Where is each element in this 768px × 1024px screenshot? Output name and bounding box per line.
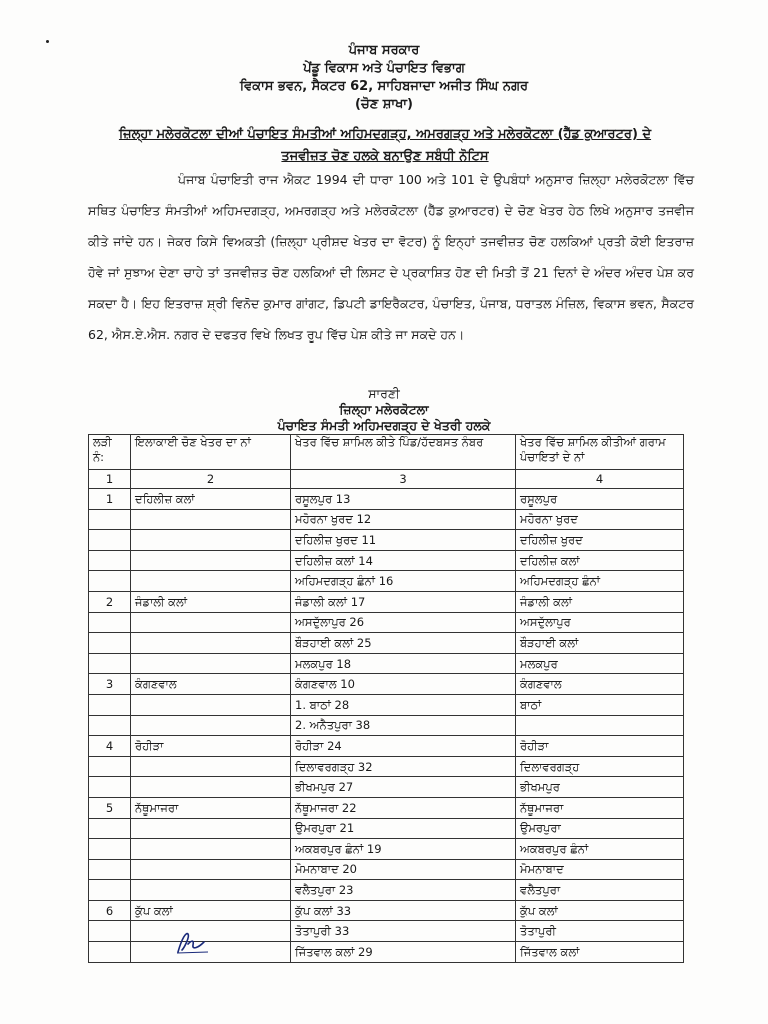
cell-serial [89,653,131,674]
table-row [89,715,684,736]
cell-serial [89,859,131,880]
table-row [89,571,684,592]
cell-constituency [131,530,291,551]
table-row [89,489,684,510]
col-header-panchayats: ਖੇਤਰ ਵਿੱਚ ਸ਼ਾਮਿਲ ਕੀਤੀਆਂ ਗਰਾਮ ਪੰਚਾਇਤਾਂ ਦੇ ਨਾਂ [516,435,684,470]
col-number: 1 [89,470,131,489]
cell-village: 1. ਬਾਠਾਂ 28 [291,694,516,715]
cell-serial [89,694,131,715]
cell-serial: 2 [89,591,131,612]
table-row [89,859,684,880]
header-government: ਪੰਜਾਬ ਸਰਕਾਰ [348,43,420,58]
table-row [89,900,684,921]
table-row [89,880,684,901]
cell-serial [89,509,131,530]
cell-village: ਮਲਕਪੁਰ 18 [291,653,516,674]
cell-serial [89,777,131,798]
header-branch: (ਚੋਣ ਸ਼ਾਖਾ) [355,97,413,112]
col-header-villages: ਖੇਤਰ ਵਿੱਚ ਸ਼ਾਮਿਲ ਕੀਤੇ ਪਿੰਡ/ਹੱਦਬਸਤ ਨੰਬਰ [291,435,516,470]
cell-constituency [131,880,291,901]
cell-serial: 1 [89,489,131,510]
table-row [89,653,684,674]
table-row [89,736,684,757]
table-row [89,633,684,654]
cell-serial [89,550,131,571]
cell-panchayat: ਵਲੈਤਪੁਰਾ [516,880,684,901]
cell-village: ਤੋਤਾਪੁਰੀ 33 [291,921,516,942]
cell-constituency [131,756,291,777]
cell-constituency [131,612,291,633]
cell-panchayat: ਕੰਗਣਵਾਲ [516,674,684,695]
cell-serial: 4 [89,736,131,757]
cell-village: ਅਹਿਮਦਗੜ੍ਹ ਛੰਨਾਂ 16 [291,571,516,592]
cell-village: ਦਿਲਾਵਰਗੜ੍ਹ 32 [291,756,516,777]
cell-serial [89,818,131,839]
cell-constituency: ਦਹਿਲੀਜ਼ ਕਲਾਂ [131,489,291,510]
cell-serial: 6 [89,900,131,921]
cell-village: ਉਮਰਪੁਰਾ 21 [291,818,516,839]
notice-body: ਪੰਜਾਬ ਪੰਚਾਇਤੀ ਰਾਜ ਐਕਟ 1994 ਦੀ ਧਾਰਾ 100 ਅਤੇ 101 ਦੇ ਉਪਬੰਧਾਂ ਅਨੁਸਾਰ ਜ਼ਿਲ੍ਹਾ ਮਲੇਰਕੋਟਲਾ ਵਿੱਚ ਸਥਿਤ ਪੰਚਾਇਤ ਸੰਮਤੀਆਂ ਅਹਿਮਦਗੜ੍ਹ, ਅਮਰਗੜ੍ਹ ਅਤੇ ਮਲੇਰਕੋਟਲਾ (ਹੈੱਡ ਕੁਆਰਟਰ) ਦੇ ਚੋਣ ਖੇਤਰ ਹੇਠ ਲਿਖੇ ਅਨੁਸਾਰ ਤਜਵੀਜ ਕੀਤੇ ਜਾਂਦੇ ਹਨ। ਜੇਕਰ ਕਿਸੇ ਵਿਅਕਤੀ (ਜ਼ਿਲ੍ਹਾ ਪ੍ਰੀਸ਼ਦ ਖੇਤਰ ਦਾ ਵੋਟਰ) ਨੂੰ ਇਨ੍ਹਾਂ ਤਜਵੀਜ਼ਤ ਚੋਣ ਹਲਕਿਆਂ ਪ੍ਰਤੀ ਕੋਈ ਇਤਰਾਜ਼ ਹੋਵੇ ਜਾਂ ਸੁਝਾਅ ਦੇਣਾ ਚਾਹੇ ਤਾਂ ਤਜਵੀਜ਼ਤ ਚੋਣ ਹਲਕਿਆਂ ਦੀ ਲਿਸਟ ਦੇ ਪ੍ਰਕਾਸ਼ਿਤ ਹੋਣ ਦੀ ਮਿਤੀ ਤੋਂ 21 ਦਿਨਾਂ ਦੇ ਅੰਦਰ ਅੰਦਰ ਪੇਸ਼ ਕਰ ਸਕਦਾ ਹੈ। ਇਹ ਇਤਰਾਜ਼ ਸ਼੍ਰੀ ਵਿਨੋਦ ਕੁਮਾਰ ਗਾਂਗਟ, ਡਿਪਟੀ ਡਾਇਰੈਕਟਰ, ਪੰਚਾਇਤ, ਪੰਜਾਬ, ਧਰਾਤਲ ਮੰਜ਼ਿਲ, ਵਿਕਾਸ ਭਵਨ, ਸੈਕਟਰ 62, ਐਸ.ਏ.ਐਸ. ਨਗਰ ਦੇ ਦਫਤਰ ਵਿਖੇ ਲਿਖਤ ਰੂਪ ਵਿੱਚ ਪੇਸ਼ ਕੀਤੇ ਜਾ ਸਕਦੇ ਹਨ। [88,172,694,342]
table-row [89,839,684,860]
cell-constituency: ਕੰਗਣਵਾਲ [131,674,291,695]
cell-constituency [131,818,291,839]
cell-constituency [131,715,291,736]
cell-constituency: ਰੋਹੀੜਾ [131,736,291,757]
cell-constituency [131,859,291,880]
cell-village: ਮੋਮਨਾਬਾਦ 20 [291,859,516,880]
cell-constituency [131,694,291,715]
table-caption-district: ਜ਼ਿਲ੍ਹਾ ਮਲੇਰਕੋਟਲਾ [339,402,429,417]
cell-village: ਅਕਬਰਪੁਰ ਛੰਨਾਂ 19 [291,839,516,860]
header-department: ਪੇਂਡੂ ਵਿਕਾਸ ਅਤੇ ਪੰਚਾਇਤ ਵਿਭਾਗ [303,61,465,76]
cell-panchayat: ਦਿਲਾਵਰਗੜ੍ਹ [516,756,684,777]
col-header-constituency: ਇਲਾਕਾਈ ਚੋਣ ਖੇਤਰ ਦਾ ਨਾਂ [131,435,291,470]
cell-panchayat: ਰਸੂਲਪੁਰ [516,489,684,510]
cell-village: ਦਹਿਲੀਜ਼ ਖੁਰਦ 11 [291,530,516,551]
cell-serial [89,880,131,901]
cell-serial [89,921,131,942]
cell-constituency [131,550,291,571]
cell-constituency: ਜੰਡਾਲੀ ਕਲਾਂ [131,591,291,612]
col-number: 4 [516,470,684,489]
table-row [89,550,684,571]
cell-panchayat: ਅਕਬਰਪੁਰ ਛੰਨਾਂ [516,839,684,860]
cell-panchayat: ਜਿੱਤਵਾਲ ਕਲਾਂ [516,942,684,963]
cell-constituency [131,571,291,592]
cell-village: ਰੋਹੀੜਾ 24 [291,736,516,757]
cell-panchayat: ਉਮਰਪੁਰਾ [516,818,684,839]
cell-constituency [131,633,291,654]
cell-village: ਕੰਗਣਵਾਲ 10 [291,674,516,695]
cell-panchayat: ਦਹਿਲੀਜ਼ ਕਲਾਂ [516,550,684,571]
signature [174,928,210,956]
table-row [89,509,684,530]
cell-serial [89,839,131,860]
table-row [89,530,684,551]
header-address: ਵਿਕਾਸ ਭਵਨ, ਸੈਕਟਰ 62, ਸਾਹਿਬਜਾਦਾ ਅਜੀਤ ਸਿੰਘ ਨਗਰ [239,79,529,94]
cell-panchayat: ਰੋਹੀੜਾ [516,736,684,757]
cell-village: ਵਲੈਤਪੁਰਾ 23 [291,880,516,901]
cell-panchayat: ਦਹਿਲੀਜ਼ ਖੁਰਦ [516,530,684,551]
cell-village: 2. ਅਨੈਤਪੁਰਾ 38 [291,715,516,736]
cell-village: ਜੰਡਾਲੀ ਕਲਾਂ 17 [291,591,516,612]
cell-village: ਅਸਦੁੱਲਾਪੁਰ 26 [291,612,516,633]
cell-constituency [131,509,291,530]
cell-serial: 5 [89,797,131,818]
cell-village: ਮਹੋਰਨਾ ਖੁਰਦ 12 [291,509,516,530]
cell-panchayat: ਬੌੜਹਾਈ ਕਲਾਂ [516,633,684,654]
cell-village: ਰਸੂਲਪੁਰ 13 [291,489,516,510]
table-row [89,694,684,715]
table-row [89,612,684,633]
cell-panchayat: ਮੋਮਨਾਬਾਦ [516,859,684,880]
cell-panchayat: ਮਲਕਪੁਰ [516,653,684,674]
cell-panchayat: ਅਹਿਮਦਗੜ੍ਹ ਛੰਨਾਂ [516,571,684,592]
cell-serial [89,633,131,654]
table-header-row [89,435,684,470]
col-number: 2 [131,470,291,489]
cell-panchayat: ਕੁੱਪ ਕਲਾਂ [516,900,684,921]
cell-panchayat: ਅਸਦੁੱਲਾਪੁਰ [516,612,684,633]
cell-constituency [131,653,291,674]
cell-village: ਕੁੱਪ ਕਲਾਂ 33 [291,900,516,921]
cell-constituency [131,921,291,942]
cell-serial [89,612,131,633]
cell-serial: 3 [89,674,131,695]
cell-serial [89,571,131,592]
col-number: 3 [291,470,516,489]
table-row [89,591,684,612]
cell-constituency: ਨੱਥੂਮਾਜਰਾ [131,797,291,818]
cell-panchayat: ਨੱਥੂਮਾਜਰਾ [516,797,684,818]
col-header-serial: ਲੜੀ ਨੰ: [89,435,131,470]
cell-constituency [131,777,291,798]
cell-panchayat [516,715,684,736]
table-row [89,777,684,798]
table-row [89,818,684,839]
cell-serial [89,715,131,736]
cell-panchayat: ਮਹੋਰਨਾ ਖੁਰਦ [516,509,684,530]
cell-panchayat: ਤੋਤਾਪੁਰੀ [516,921,684,942]
cell-constituency: ਕੁੱਪ ਕਲਾਂ [131,900,291,921]
cell-serial [89,530,131,551]
table-row [89,797,684,818]
table-caption-label: ਸਾਰਣੀ [368,386,400,401]
cell-panchayat: ਭੀਖਮਪੁਰ [516,777,684,798]
cell-constituency [131,942,291,963]
cell-constituency [131,839,291,860]
cell-village: ਭੀਖਮਪੁਰ 27 [291,777,516,798]
notice-title: ਜ਼ਿਲ੍ਹਾ ਮਲੇਰਕੋਟਲਾ ਦੀਆਂ ਪੰਚਾਇਤ ਸੰਮਤੀਆਂ ਅਹਿਮਦਗੜ੍ਹ, ਅਮਰਗੜ੍ਹ ਅਤੇ ਮਲੇਰਕੋਟਲਾ (ਹੈੱਡ ਕੁਆਰਟਰ) ਦੇ ਤਜਵੀਜ਼ਤ ਚੋਣ ਹਲਕੇ ਬਨਾਉਣ ਸਬੰਧੀ ਨੋਟਿਸ [118,127,652,164]
table-row [89,674,684,695]
cell-panchayat: ਜੰਡਾਲੀ ਕਲਾਂ [516,591,684,612]
cell-village: ਬੌੜਹਾਈ ਕਲਾਂ 25 [291,633,516,654]
cell-panchayat: ਬਾਠਾਂ [516,694,684,715]
cell-serial [89,942,131,963]
cell-village: ਜਿੱਤਵਾਲ ਕਲਾਂ 29 [291,942,516,963]
table-row [89,756,684,777]
column-number-row [89,470,684,489]
constituency-table [88,434,684,963]
table-caption-title: ਪੰਚਾਇਤ ਸੰਮਤੀ ਅਹਿਮਦਗੜ੍ਹ ਦੇ ਖੇਤਰੀ ਹਲਕੇ [277,418,491,433]
cell-serial [89,756,131,777]
cell-village: ਨੱਥੂਮਾਜਰਾ 22 [291,797,516,818]
cell-village: ਦਹਿਲੀਜ਼ ਕਲਾਂ 14 [291,550,516,571]
